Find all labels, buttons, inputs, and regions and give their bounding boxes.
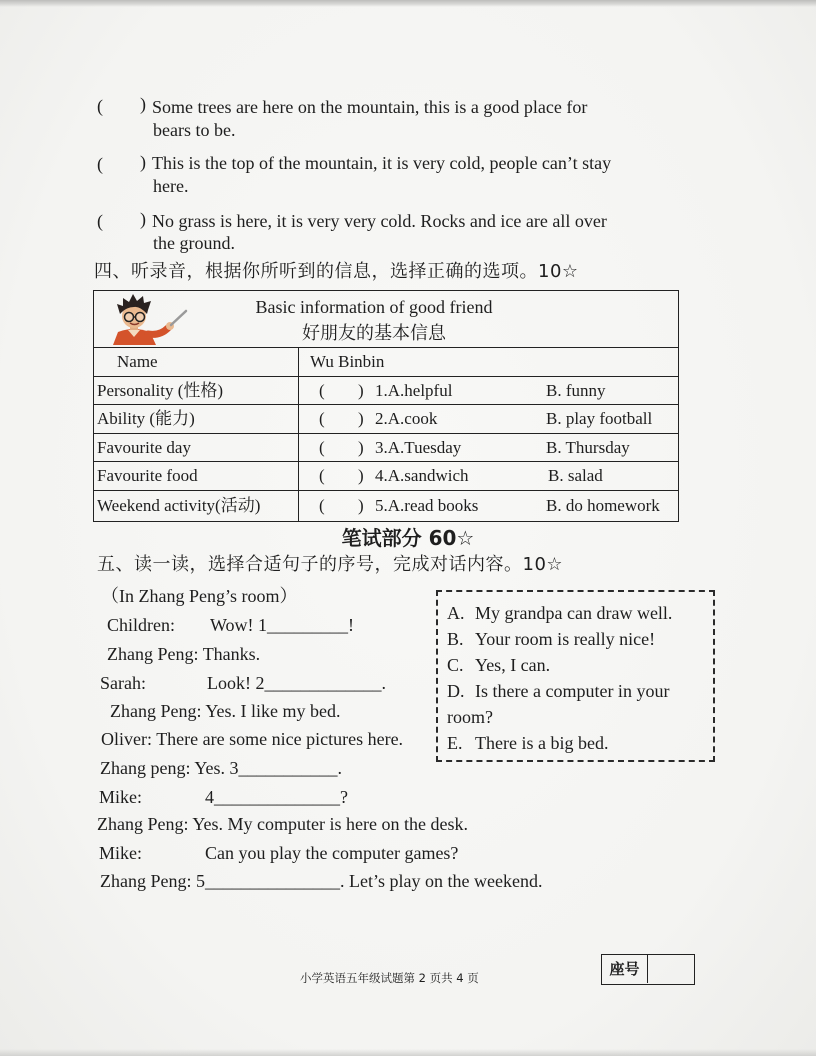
row-label: Ability (能力) (94, 405, 299, 433)
line-text: Look! 2_____________. (207, 673, 386, 693)
option-letter: C. (447, 655, 464, 675)
row-label: Favourite day (94, 434, 299, 461)
line-text: Yes. 3___________. (194, 758, 343, 778)
option-item (447, 730, 713, 756)
speaker: Zhang Peng: (110, 701, 202, 721)
answer-bracket-open: ( (319, 496, 325, 515)
written-part-title: 笔试部分 60☆ (341, 526, 475, 550)
option-a: 4.A.sandwich (375, 466, 469, 485)
option-item (447, 626, 713, 652)
option-item (447, 600, 713, 626)
option-text: Yes, I can. (475, 655, 551, 675)
speaker: Sarah: (100, 673, 146, 693)
question-text: This is the top of the mountain, it is very cold, people can’t stay (152, 153, 612, 173)
option-b: B. salad (548, 466, 603, 485)
row-value (299, 491, 678, 521)
line-text: 4______________? (205, 787, 348, 807)
answer-bracket-open: ( (97, 154, 103, 174)
option-text: Your room is really nice! (475, 629, 656, 649)
answer-bracket-close: ) (358, 466, 364, 485)
line-text: 5_______________. Let’s play on the weekend. (196, 871, 543, 891)
seat-number-box (601, 954, 695, 985)
dialogue-line (107, 614, 355, 636)
row-label: Name (94, 348, 299, 376)
line-text: There are some nice pictures here. (156, 729, 404, 749)
dialogue-line (100, 672, 386, 694)
answer-bracket-close: ) (358, 438, 364, 457)
page-footer: 小学英语五年级试题第 2 页共 4 页 (300, 971, 479, 985)
table-row (94, 461, 678, 490)
dialogue-setting: （In Zhang Peng’s room） (101, 586, 298, 606)
row-label: Personality (性格) (94, 377, 299, 404)
question-text-cont: bears to be. (153, 120, 236, 140)
option-item (447, 678, 713, 704)
speaker: Zhang Peng: (100, 871, 192, 891)
speaker: Zhang Peng: (107, 644, 199, 664)
dialogue-line (99, 786, 348, 808)
row-value (299, 348, 678, 376)
section5-heading: 五、读一读，选择合适句子的序号，完成对话内容。10☆ (97, 554, 564, 575)
answer-bracket-open: ( (97, 96, 103, 116)
row-label: Favourite food (94, 462, 299, 490)
row-value (299, 377, 678, 404)
option-letter: A. (447, 603, 465, 623)
question-text-cont: here. (153, 176, 189, 196)
section4-heading: 四、听录音，根据你所听到的信息，选择正确的选项。10☆ (94, 261, 579, 282)
option-text: There is a big bed. (475, 733, 609, 753)
speaker: Children: (107, 615, 175, 635)
speaker: Mike: (99, 843, 142, 863)
dialogue-line (99, 842, 459, 864)
line-text: Yes. I like my bed. (205, 701, 341, 721)
answer-bracket-open: ( (319, 438, 325, 457)
answer-bracket-close: ) (140, 94, 146, 114)
answer-bracket-open: ( (97, 211, 103, 231)
option-a: 3.A.Tuesday (375, 438, 462, 457)
speaker: Zhang Peng: (97, 814, 189, 834)
row-label: Weekend activity(活动) (94, 491, 299, 521)
table-row (94, 404, 678, 433)
table-row (94, 376, 678, 404)
option-text-cont: room? (447, 707, 493, 727)
option-letter: D. (447, 681, 465, 701)
dialogue-line (107, 643, 260, 665)
option-text: My grandpa can draw well. (475, 603, 673, 623)
speaker: Zhang peng: (100, 758, 191, 778)
question-text: Some trees are here on the mountain, this is a good place for (152, 97, 588, 117)
line-text: Wow! 1_________! (210, 615, 355, 635)
line-text: Yes. My computer is here on the desk. (192, 814, 468, 834)
answer-bracket-close: ) (358, 381, 364, 400)
answer-bracket-close: ) (358, 409, 364, 428)
question-text: No grass is here, it is very very cold. Rocks and ice are all over (152, 211, 607, 231)
option-b: B. play football (546, 409, 653, 428)
answer-bracket-open: ( (319, 409, 325, 428)
seat-label: 座号 (602, 955, 648, 983)
line-text: Thanks. (202, 644, 261, 664)
option-a: 5.A.read books (375, 496, 479, 515)
row-value (299, 462, 678, 490)
friend-name: Wu Binbin (310, 352, 385, 371)
scan-edge-bottom (0, 1049, 816, 1056)
row-value (299, 405, 678, 433)
row-value (299, 434, 678, 461)
table-title-en: Basic information of good friend (255, 297, 493, 317)
answer-bracket-close: ) (140, 209, 146, 229)
answer-bracket-open: ( (319, 466, 325, 485)
speaker: Oliver: (101, 729, 152, 749)
dialogue-line (101, 728, 403, 750)
option-letter: B. (447, 629, 464, 649)
option-b: B. do homework (546, 496, 660, 515)
option-b: B. funny (546, 381, 606, 400)
answer-bracket-close: ) (358, 496, 364, 515)
scan-edge-top (0, 0, 816, 7)
options-box (436, 590, 715, 762)
question-text-cont: the ground. (153, 233, 235, 253)
option-b: B. Thursday (546, 438, 630, 457)
table-row (94, 490, 678, 521)
option-item-cont (447, 704, 713, 730)
answer-bracket-open: ( (319, 381, 325, 400)
line-text: Can you play the computer games? (205, 843, 459, 863)
table-title-cn: 好朋友的基本信息 (302, 323, 446, 344)
option-text: Is there a computer in your (475, 681, 670, 701)
dialogue-line (100, 870, 542, 892)
dialogue-line (100, 757, 342, 779)
option-a: 2.A.cook (375, 409, 438, 428)
table-row-name (94, 347, 678, 376)
speaker: Mike: (99, 787, 142, 807)
option-a: 1.A.helpful (375, 381, 453, 400)
option-item (447, 652, 713, 678)
friend-info-table (93, 290, 679, 522)
table-row (94, 433, 678, 461)
table-header-row (94, 291, 678, 347)
dialogue-line (97, 813, 468, 835)
dialogue-line (110, 700, 341, 722)
option-letter: E. (447, 733, 463, 753)
answer-bracket-close: ) (140, 152, 146, 172)
